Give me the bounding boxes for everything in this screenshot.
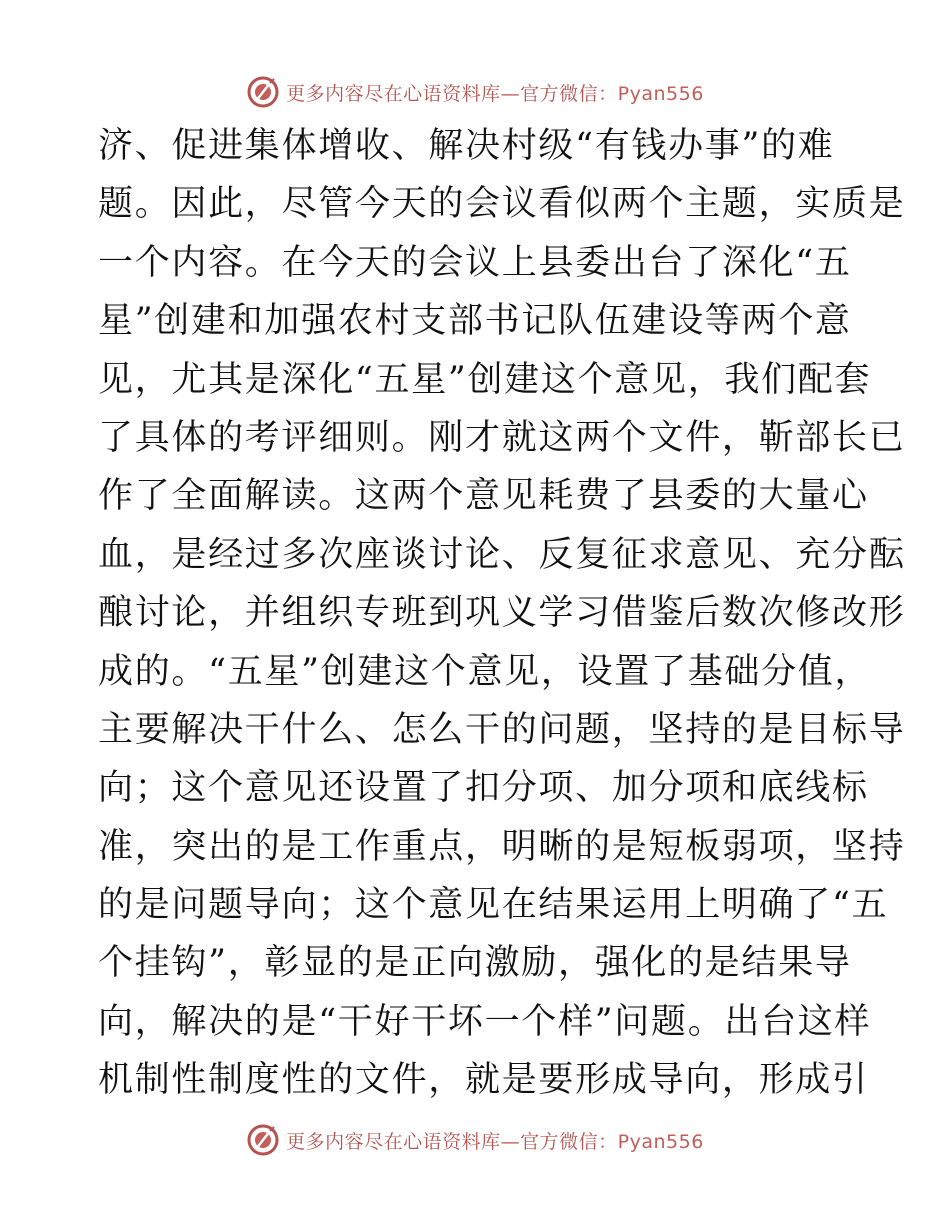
text-line: 个挂钩”，彰显的是正向激励，强化的是结果导 [98,943,852,984]
text-line: 的是问题导向；这个意见在结果运用上明确了“五 [98,885,889,926]
header-promo [286,79,704,106]
text-line: 作了全面解读。这两个意见耗费了县委的大量心 [98,476,869,517]
text-line: 一个内容。在今天的会议上县委出台了深化“五 [98,242,852,283]
text-line: 向；这个意见还设置了扣分项、加分项和底线标 [98,768,869,809]
text-line: 血，是经过多次座谈讨论、反复征求意见、充分酝 [98,534,906,575]
text-line: 星”创建和加强农村支部书记队伍建设等两个意 [98,301,852,342]
header-banner [0,72,950,112]
text-line: 见，尤其是深化“五星”创建这个意见，我们配套 [98,359,872,400]
red-seal-logo-icon [246,75,280,109]
red-seal-logo-icon [246,1123,280,1157]
document-body [98,117,906,1110]
text-line: 成的。“五星”创建这个意见，设置了基础分值， [98,651,872,692]
footer-promo-text: 更多内容尽在心语资料库—官方微信： [286,1130,618,1153]
text-line: 准，突出的是工作重点，明晰的是短板弱项，坚持 [98,826,906,867]
footer-wechat-id: Pyan556 [617,1130,704,1153]
text-line: 酿讨论，并组织专班到巩义学习借鉴后数次修改形 [98,593,906,634]
text-line: 向，解决的是“干好干坏一个样”问题。出台这样 [98,1001,872,1042]
text-line: 了具体的考评细则。刚才就这两个文件，靳部长已 [98,417,906,458]
text-line: 济、促进集体增收、解决村级“有钱办事”的难 [98,126,835,166]
header-promo-text: 更多内容尽在心语资料库—官方微信： [286,82,618,105]
text-line: 题。因此，尽管今天的会议看似两个主题，实质是 [98,184,906,225]
footer-banner [0,1120,950,1160]
header-wechat-id: Pyan556 [617,82,704,105]
text-line: 机制性制度性的文件，就是要形成导向，形成引 [98,1060,869,1101]
footer-promo [286,1127,704,1154]
text-line: 主要解决干什么、怎么干的问题，坚持的是目标导 [98,709,906,750]
